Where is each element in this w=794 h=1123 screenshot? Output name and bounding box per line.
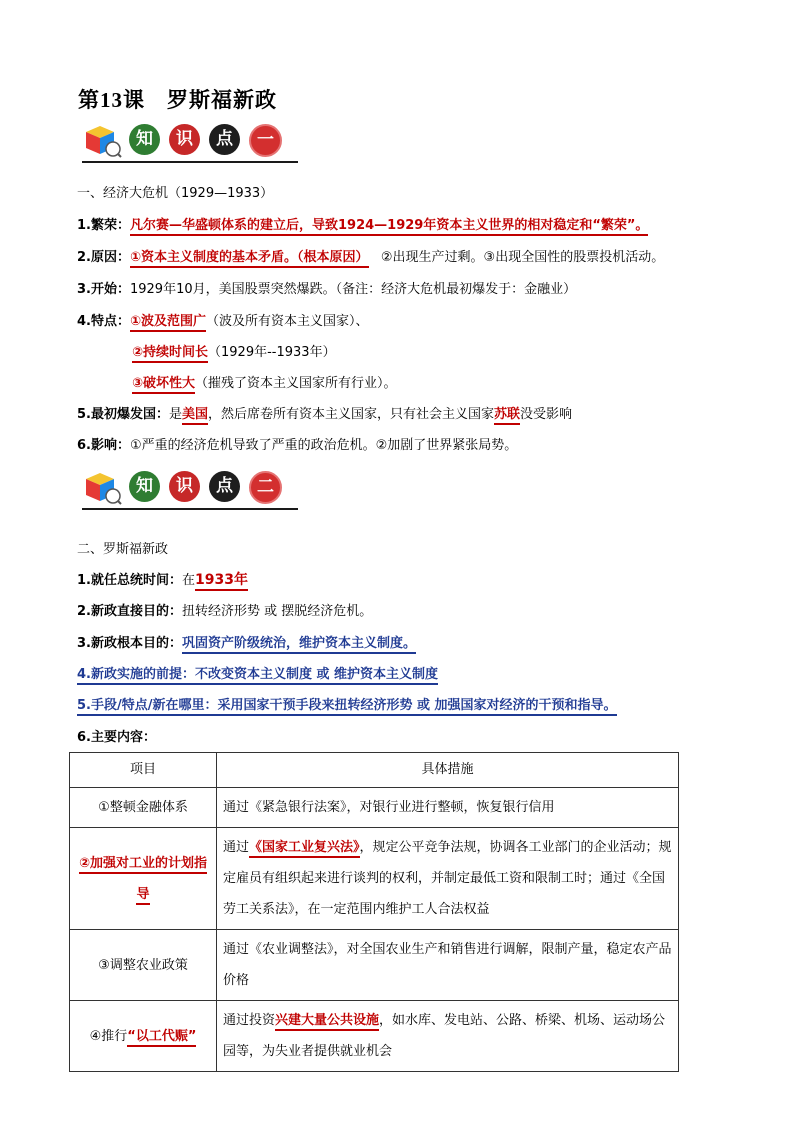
table-row (70, 788, 679, 828)
prosperity-text: 凡尔赛—华盛顿体系的建立后，导致1924—1929年资本主义世界的相对稳定和“繁荣”。 (130, 218, 648, 236)
impact-line: 6.影响：①严重的经济危机导致了严重的政治危机。②加剧了世界紧张局势。 (77, 438, 518, 453)
root-goal-line: 3.新政根本目的：巩固资产阶级统治，维护资本主义制度。 (77, 634, 416, 654)
table-row (70, 930, 679, 1001)
badge-char-zhi: 知 (129, 124, 160, 155)
inauguration-line: 1.就任总统时间：在1933年 (77, 570, 248, 591)
table-cell-item: ④推行“以工代赈” (70, 1001, 217, 1072)
new-deal-table (69, 752, 679, 1072)
features-line-2: ②持续时间长（1929年--1933年） (132, 343, 336, 363)
table-row (70, 1001, 679, 1072)
table-cell-desc: 通过投资兴建大量公共设施，如水库、发电站、公路、桥梁、机场、运动场公园等，为失业者提供就业机会 (217, 1001, 679, 1072)
table-header-measures: 具体措施 (217, 753, 679, 788)
badge-char-shi: 识 (169, 471, 200, 502)
features-line-1: 4.特点：①波及范围广（波及所有资本主义国家）、 (77, 312, 369, 332)
premise-line: 4.新政实施的前提：不改变资本主义制度 或 维护资本主义制度 (77, 665, 438, 685)
table-row (70, 828, 679, 930)
means-line: 5.手段/特点/新在哪里：采用国家干预手段来扭转经济形势 或 加强国家对经济的干预和指导。 (77, 696, 617, 716)
badge-char-number: 二 (249, 471, 282, 504)
badge-underline (82, 161, 298, 163)
section1-heading: 一、经济大危机（1929—1933） (77, 186, 274, 201)
lesson-number: 第13课 (78, 88, 145, 112)
table-header-item: 项目 (70, 753, 217, 788)
badge-char-number: 一 (249, 124, 282, 157)
table-cell-desc: 通过《紧急银行法案》，对银行业进行整顿，恢复银行信用 (217, 788, 679, 828)
prosperity-line: 1.繁荣：凡尔赛—华盛顿体系的建立后，导致1924—1929年资本主义世界的相对稳定和“繁荣”。 (77, 216, 648, 236)
knowledge-point-badge-2 (82, 465, 298, 509)
table-header-row (70, 753, 679, 788)
badge-char-shi: 识 (169, 124, 200, 155)
knowledge-point-badge-1 (82, 118, 298, 162)
section2-heading: 二、罗斯福新政 (77, 542, 169, 557)
badge-char-dian: 点 (209, 124, 240, 155)
features-line-3: ③破坏性大（摧残了资本主义国家所有行业）。 (132, 374, 397, 394)
main-content-label: 6.主要内容： (77, 730, 156, 745)
page-title (78, 84, 277, 114)
cause-line: 2.原因：①资本主义制度的基本矛盾。（根本原因） ②出现生产过剩。③出现全国性的股票投机活动。 (77, 248, 664, 268)
lesson-topic: 罗斯福新政 (167, 87, 277, 112)
table-cell-desc: 通过《国家工业复兴法》，规定公平竞争法规，协调各工业部门的企业活动；规定雇员有组织起来进行谈判的权利，并制定最低工资和限制工时；通过《全国劳工关系法》，在一定范围内维护工人合法权益 (217, 828, 679, 930)
cause-root: ①资本主义制度的基本矛盾。（根本原因） (130, 250, 369, 268)
badge-underline (82, 508, 298, 510)
table-cell-desc: 通过《农业调整法》，对全国农业生产和销售进行调解，限制产量，稳定农产品价格 (217, 930, 679, 1001)
table-cell-item: ③调整农业政策 (70, 930, 217, 1001)
badge-char-dian: 点 (209, 471, 240, 502)
start-line: 3.开始：1929年10月，美国股票突然爆跌。（备注：经济大危机最初爆发于：金融业） (77, 282, 577, 297)
table-cell-item: ②加强对工业的计划指导 (70, 828, 217, 930)
badge-char-zhi: 知 (129, 471, 160, 502)
cube-icon (82, 469, 122, 505)
direct-goal-line: 2.新政直接目的：扭转经济形势 或 摆脱经济危机。 (77, 604, 373, 619)
origin-line: 5.最初爆发国：是美国，然后席卷所有资本主义国家，只有社会主义国家苏联没受影响 (77, 405, 572, 425)
cause-others: ②出现生产过剩。③出现全国性的股票投机活动。 (380, 250, 665, 265)
cube-icon (82, 122, 122, 158)
table-cell-item: ①整顿金融体系 (70, 788, 217, 828)
